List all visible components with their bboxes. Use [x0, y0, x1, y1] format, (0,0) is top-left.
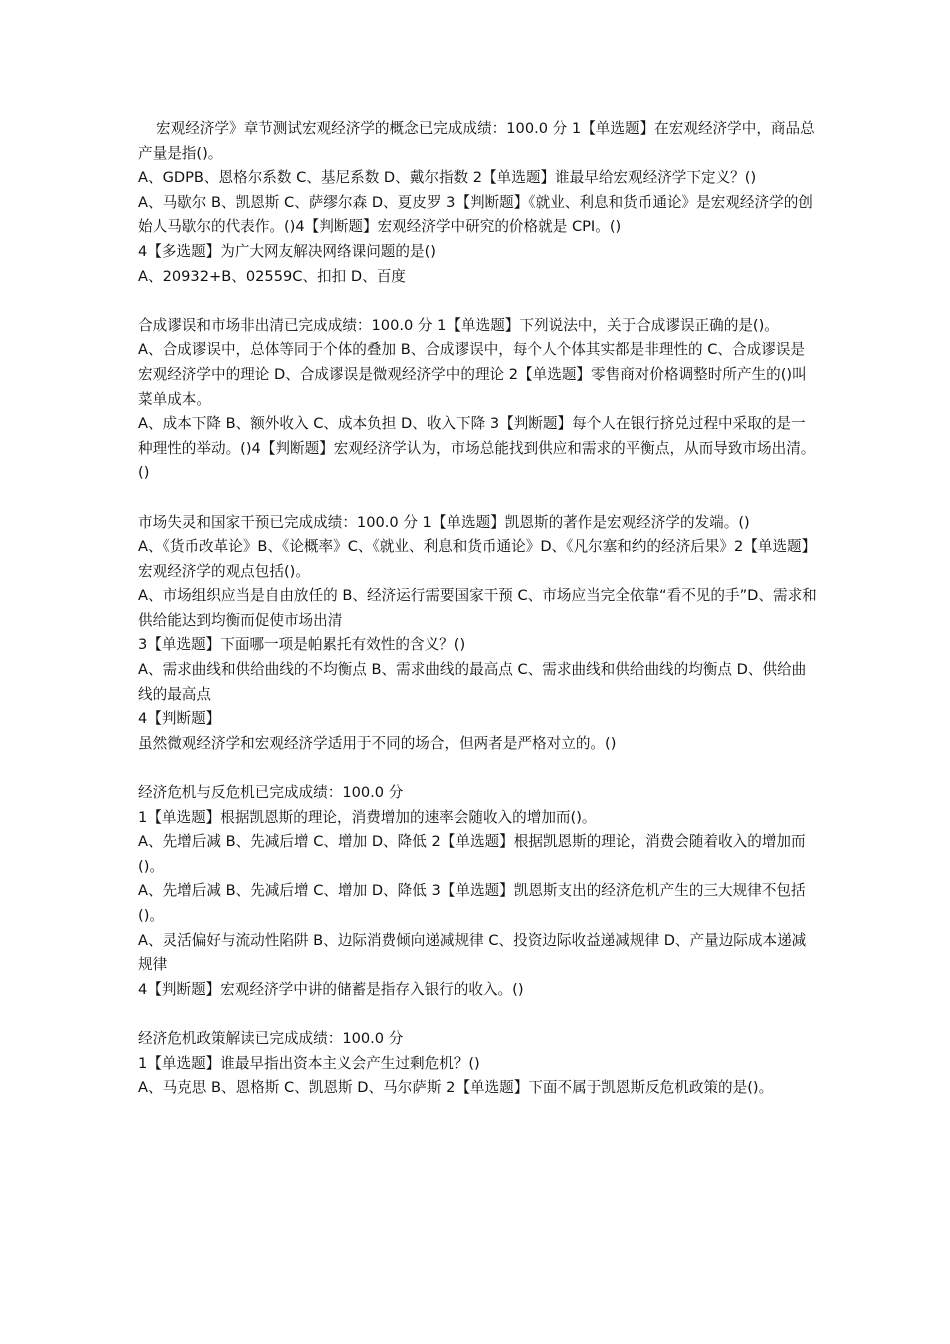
- section-4-header: 经济危机与反危机已完成成绩：100.0 分: [138, 784, 404, 802]
- section-4-paragraph-2: 1【单选题】根据凯恩斯的理论，消费增加的速率会随收入的增加而()。: [138, 808, 597, 826]
- section-gap: [138, 289, 818, 314]
- section-gap: [138, 1002, 818, 1027]
- section-4-paragraph-5: A、灵活偏好与流动性陷阱 B、边际消费倾向递减规律 C、投资边际收益递减规律 D、产量边际成本递减规律: [138, 931, 807, 974]
- section-2-paragraph-3: A、成本下降 B、额外收入 C、成本负担 D、收入下降 3【判断题】每个人在银行挤兑过程中采取的是一种理性的举动。()4【判断题】宏观经济学认为，市场总能找到供应和需求的平衡点，从而导致市场出清。(): [138, 415, 816, 482]
- section-3-paragraph-5: A、需求曲线和供给曲线的不均衡点 B、需求曲线的最高点 C、需求曲线和供给曲线的均衡点 D、供给曲线的最高点: [138, 661, 807, 703]
- section-1-paragraph-3: A、马歇尔 B、凯恩斯 C、萨缪尔森 D、夏皮罗 3【判断题】《就业、利息和货币通论》是宏观经济学的创始人马歇尔的代表作。()4【判断题】宏观经济学中研究的价格就是 CPI。(): [138, 193, 813, 236]
- section-1-header: 宏观经济学》章节测试宏观经济学的概念已完成成绩：100.0 分 1【单选题】在宏观经济学中，商品总产量是指()。: [138, 120, 815, 162]
- section-3-paragraph-6: 4【判断题】: [138, 710, 221, 728]
- document-page: [138, 117, 818, 1101]
- section-5-paragraph-3: A、马克思 B、恩格斯 C、凯恩斯 D、马尔萨斯 2【单选题】下面不属于凯恩斯反危机政策的是()。: [138, 1079, 774, 1097]
- section-3-header: 市场失灵和国家干预已完成成绩：100.0 分 1【单选题】凯恩斯的著作是宏观经济学的发端。(): [138, 513, 750, 531]
- section-4-paragraph-4: A、先增后减 B、先减后增 C、增加 D、降低 3【单选题】凯恩斯支出的经济危机产生的三大规律不包括()。: [138, 882, 806, 924]
- section-1-paragraph-2: A、GDPB、恩格尔系数 C、基尼系数 D、戴尔指数 2【单选题】谁最早给宏观经济学下定义？(): [138, 169, 757, 187]
- section-4-paragraph-3: A、先增后减 B、先减后增 C、增加 D、降低 2【单选题】根据凯恩斯的理论，消费会随着收入的增加而()。: [138, 833, 806, 875]
- section-3-paragraph-4: 3【单选题】下面哪一项是帕累托有效性的含义？(): [138, 636, 466, 654]
- section-5-paragraph-2: 1【单选题】谁最早指出资本主义会产生过剩危机？(): [138, 1054, 480, 1072]
- section-gap: [138, 486, 818, 511]
- section-2-paragraph-2: A、合成谬误中，总体等同于个体的叠加 B、合成谬误中，每个人个体其实都是非理性的 C、合成谬误是宏观经济学中的理论 D、合成谬误是微观经济学中的理论 2【单选题】零售商对价格调整时所产生的()叫菜单成本。: [138, 341, 807, 408]
- section-2-header: 合成谬误和市场非出清已完成成绩：100.0 分 1【单选题】下列说法中，关于合成谬误正确的是()。: [138, 316, 779, 334]
- section-4-paragraph-6: 4【判断题】宏观经济学中讲的储蓄是指存入银行的收入。(): [138, 980, 524, 998]
- section-3-paragraph-2: A、《货币改革论》B、《论概率》C、《就业、利息和货币通论》D、《凡尔塞和约的经济后果》2【单选题】宏观经济学的观点包括()。: [138, 538, 817, 580]
- section-1-paragraph-4: 4【多选题】为广大网友解决网络课问题的是(): [138, 242, 436, 260]
- section-1-paragraph-5: A、20932+B、02559C、扣扣 D、百度: [138, 267, 406, 285]
- section-3-paragraph-3: A、市场组织应当是自由放任的 B、经济运行需要国家干预 C、市场应当完全依靠“看不见的手”D、需求和供给能达到均衡而促使市场出清: [138, 587, 817, 629]
- section-3-paragraph-7: 虽然微观经济学和宏观经济学适用于不同的场合，但两者是严格对立的。(): [138, 734, 617, 752]
- section-5-header: 经济危机政策解读已完成成绩：100.0 分: [138, 1029, 404, 1047]
- section-gap: [138, 756, 818, 781]
